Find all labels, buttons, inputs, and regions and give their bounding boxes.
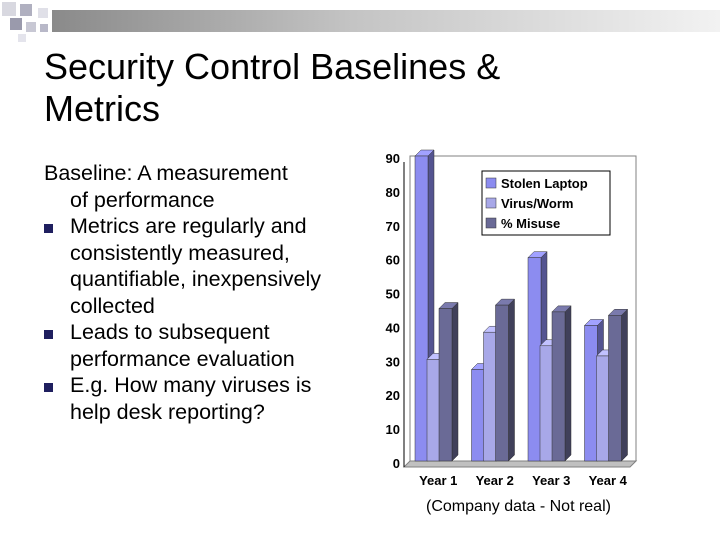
y-tick-label: 0 — [392, 456, 400, 471]
y-tick-label: 40 — [385, 320, 400, 336]
header-gradient-bar — [52, 10, 720, 32]
bar — [439, 309, 452, 462]
x-tick-label: Year 4 — [588, 473, 627, 488]
bar — [597, 356, 610, 461]
y-tick-label: 90 — [385, 151, 400, 166]
legend-label: Stolen Laptop — [501, 176, 588, 191]
chart-floor — [404, 461, 636, 467]
x-tick-label: Year 3 — [532, 473, 571, 488]
slide-title — [44, 46, 684, 130]
bar — [540, 346, 553, 461]
x-tick-label: Year 1 — [419, 473, 458, 488]
bar — [427, 359, 440, 461]
y-tick-label: 20 — [385, 388, 400, 404]
bar — [496, 305, 509, 461]
y-tick-label: 70 — [385, 218, 400, 234]
bullet-text: Metrics are regularly and consistently measured, quantifiable, inexpensively collected — [70, 214, 321, 318]
baseline-term: Baseline — [44, 161, 127, 185]
y-tick-label: 80 — [385, 184, 400, 200]
legend-swatch — [486, 218, 496, 228]
bullet-item — [44, 213, 354, 319]
slide-body — [44, 160, 354, 425]
bar-side — [452, 303, 458, 462]
bar — [415, 156, 428, 461]
legend-label: % Misuse — [501, 216, 561, 231]
bar-side — [565, 306, 571, 461]
baseline-definition — [44, 160, 354, 187]
bar — [585, 325, 598, 461]
bar-side — [622, 309, 628, 461]
title-line-2: Metrics — [44, 88, 160, 129]
bar-side — [509, 299, 515, 461]
bullet-item — [44, 319, 354, 372]
y-tick-label: 10 — [385, 422, 400, 438]
bullet-item — [44, 372, 354, 425]
title-line-1: Security Control Baselines & — [44, 46, 501, 87]
bar — [609, 315, 622, 461]
bullet-text: Leads to subsequent performance evaluation — [70, 320, 295, 371]
bullet-text: E.g. How many viruses is help desk reporting? — [70, 373, 312, 424]
bar — [484, 332, 497, 461]
baseline-definition-text: : A measurement — [126, 161, 288, 185]
y-tick-label: 60 — [385, 252, 400, 268]
bullet-square-icon — [44, 330, 53, 339]
legend-label: Virus/Worm — [501, 196, 574, 211]
x-tick-label: Year 2 — [475, 473, 514, 488]
bar-chart — [356, 140, 656, 490]
legend-swatch — [486, 198, 496, 208]
legend-swatch — [486, 178, 496, 188]
chart-caption: (Company data - Not real) — [426, 498, 611, 515]
bar — [552, 312, 565, 461]
y-tick-label: 50 — [385, 286, 400, 302]
bar — [528, 258, 541, 461]
decorative-squares — [0, 0, 60, 48]
y-tick-label: 30 — [385, 354, 400, 370]
baseline-definition-cont: of performance — [70, 187, 215, 212]
bullet-square-icon — [44, 383, 53, 392]
bullet-square-icon — [44, 224, 53, 233]
bar — [472, 370, 485, 462]
